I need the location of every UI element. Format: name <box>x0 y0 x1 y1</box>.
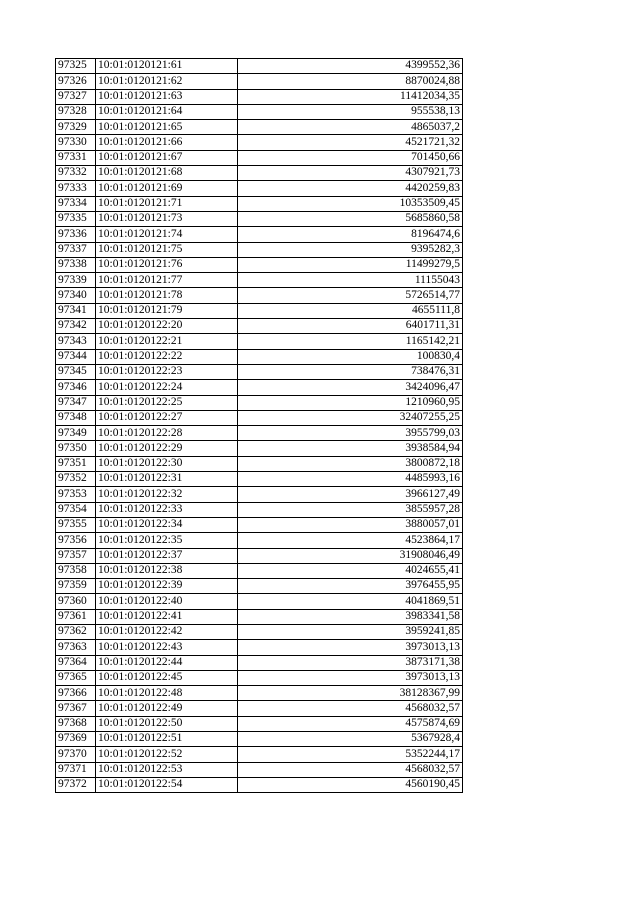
cadastral-number-cell: 10:01:0120122:39 <box>96 579 238 594</box>
table-row <box>56 104 463 119</box>
cadastral-number-cell: 10:01:0120122:30 <box>96 456 238 471</box>
row-number-cell: 97339 <box>56 273 96 288</box>
amount-cell: 4485993,16 <box>238 472 463 487</box>
row-number-cell: 97342 <box>56 319 96 334</box>
table-row <box>56 456 463 471</box>
cadastral-number-cell: 10:01:0120122:53 <box>96 762 238 777</box>
row-number-cell: 97346 <box>56 380 96 395</box>
table-row <box>56 74 463 89</box>
amount-cell: 11499279,5 <box>238 257 463 272</box>
table-row <box>56 579 463 594</box>
table-row <box>56 196 463 211</box>
table-row <box>56 89 463 104</box>
table-row <box>56 670 463 685</box>
table-row <box>56 548 463 563</box>
cadastral-number-cell: 10:01:0120121:61 <box>96 59 238 74</box>
row-number-cell: 97359 <box>56 579 96 594</box>
row-number-cell: 97333 <box>56 181 96 196</box>
table-row <box>56 349 463 364</box>
amount-cell: 4865037,2 <box>238 120 463 135</box>
row-number-cell: 97344 <box>56 349 96 364</box>
cadastral-number-cell: 10:01:0120122:52 <box>96 747 238 762</box>
cadastral-number-cell: 10:01:0120121:69 <box>96 181 238 196</box>
cadastral-number-cell: 10:01:0120121:62 <box>96 74 238 89</box>
amount-cell: 3973013,13 <box>238 670 463 685</box>
cadastral-number-cell: 10:01:0120121:63 <box>96 89 238 104</box>
table-body <box>56 59 463 793</box>
table-row <box>56 517 463 532</box>
cadastral-number-cell: 10:01:0120122:44 <box>96 655 238 670</box>
row-number-cell: 97360 <box>56 594 96 609</box>
table-row <box>56 273 463 288</box>
cadastral-number-cell: 10:01:0120121:75 <box>96 242 238 257</box>
table-row <box>56 487 463 502</box>
table-row <box>56 502 463 517</box>
row-number-cell: 97347 <box>56 395 96 410</box>
table-row <box>56 655 463 670</box>
table-row <box>56 135 463 150</box>
table-row <box>56 364 463 379</box>
amount-cell: 11155043 <box>238 273 463 288</box>
table-row <box>56 242 463 257</box>
amount-cell: 4041869,51 <box>238 594 463 609</box>
row-number-cell: 97363 <box>56 640 96 655</box>
row-number-cell: 97354 <box>56 502 96 517</box>
cadastral-number-cell: 10:01:0120122:28 <box>96 426 238 441</box>
cadastral-number-cell: 10:01:0120122:22 <box>96 349 238 364</box>
row-number-cell: 97329 <box>56 120 96 135</box>
amount-cell: 3424096,47 <box>238 380 463 395</box>
amount-cell: 4523864,17 <box>238 533 463 548</box>
row-number-cell: 97368 <box>56 716 96 731</box>
amount-cell: 100830,4 <box>238 349 463 364</box>
row-number-cell: 97348 <box>56 410 96 425</box>
table-row <box>56 762 463 777</box>
amount-cell: 32407255,25 <box>238 410 463 425</box>
table-row <box>56 120 463 135</box>
cadastral-number-cell: 10:01:0120122:32 <box>96 487 238 502</box>
table-row <box>56 380 463 395</box>
row-number-cell: 97356 <box>56 533 96 548</box>
amount-cell: 11412034,35 <box>238 89 463 104</box>
cadastral-number-cell: 10:01:0120121:74 <box>96 227 238 242</box>
table-row <box>56 533 463 548</box>
amount-cell: 4575874,69 <box>238 716 463 731</box>
row-number-cell: 97353 <box>56 487 96 502</box>
amount-cell: 5367928,4 <box>238 732 463 747</box>
row-number-cell: 97350 <box>56 441 96 456</box>
row-number-cell: 97366 <box>56 686 96 701</box>
row-number-cell: 97330 <box>56 135 96 150</box>
cadastral-number-cell: 10:01:0120122:34 <box>96 517 238 532</box>
table-row <box>56 624 463 639</box>
amount-cell: 3983341,58 <box>238 609 463 624</box>
amount-cell: 4521721,32 <box>238 135 463 150</box>
amount-cell: 3938584,94 <box>238 441 463 456</box>
table-row <box>56 150 463 165</box>
cadastral-number-cell: 10:01:0120122:24 <box>96 380 238 395</box>
amount-cell: 3959241,85 <box>238 624 463 639</box>
cadastral-number-cell: 10:01:0120122:29 <box>96 441 238 456</box>
row-number-cell: 97334 <box>56 196 96 211</box>
table-row <box>56 227 463 242</box>
table-row <box>56 686 463 701</box>
cadastral-number-cell: 10:01:0120122:21 <box>96 334 238 349</box>
amount-cell: 5352244,17 <box>238 747 463 762</box>
amount-cell: 3880057,01 <box>238 517 463 532</box>
table-row <box>56 441 463 456</box>
cadastral-number-cell: 10:01:0120122:51 <box>96 732 238 747</box>
amount-cell: 955538,13 <box>238 104 463 119</box>
amount-cell: 3800872,18 <box>238 456 463 471</box>
amount-cell: 4560190,45 <box>238 777 463 792</box>
amount-cell: 31908046,49 <box>238 548 463 563</box>
amount-cell: 38128367,99 <box>238 686 463 701</box>
cadastral-number-cell: 10:01:0120122:31 <box>96 472 238 487</box>
cadastral-number-cell: 10:01:0120122:33 <box>96 502 238 517</box>
cadastral-number-cell: 10:01:0120121:71 <box>96 196 238 211</box>
row-number-cell: 97365 <box>56 670 96 685</box>
amount-cell: 3955799,03 <box>238 426 463 441</box>
table-row <box>56 732 463 747</box>
table-row <box>56 472 463 487</box>
row-number-cell: 97326 <box>56 74 96 89</box>
table-row <box>56 701 463 716</box>
cadastral-number-cell: 10:01:0120122:38 <box>96 563 238 578</box>
row-number-cell: 97357 <box>56 548 96 563</box>
table-row <box>56 288 463 303</box>
amount-cell: 3966127,49 <box>238 487 463 502</box>
table-row <box>56 563 463 578</box>
row-number-cell: 97364 <box>56 655 96 670</box>
row-number-cell: 97370 <box>56 747 96 762</box>
row-number-cell: 97372 <box>56 777 96 792</box>
cadastral-number-cell: 10:01:0120122:20 <box>96 319 238 334</box>
cadastral-number-cell: 10:01:0120122:40 <box>96 594 238 609</box>
cadastral-number-cell: 10:01:0120122:23 <box>96 364 238 379</box>
amount-cell: 3855957,28 <box>238 502 463 517</box>
cadastral-number-cell: 10:01:0120121:73 <box>96 211 238 226</box>
cadastral-number-cell: 10:01:0120121:76 <box>96 257 238 272</box>
table-row <box>56 395 463 410</box>
cadastral-number-cell: 10:01:0120121:64 <box>96 104 238 119</box>
row-number-cell: 97340 <box>56 288 96 303</box>
amount-cell: 4568032,57 <box>238 762 463 777</box>
amount-cell: 5726514,77 <box>238 288 463 303</box>
amount-cell: 1210960,95 <box>238 395 463 410</box>
cadastral-number-cell: 10:01:0120122:43 <box>96 640 238 655</box>
amount-cell: 4420259,83 <box>238 181 463 196</box>
amount-cell: 4307921,73 <box>238 166 463 181</box>
row-number-cell: 97337 <box>56 242 96 257</box>
row-number-cell: 97369 <box>56 732 96 747</box>
table-row <box>56 166 463 181</box>
amount-cell: 738476,31 <box>238 364 463 379</box>
amount-cell: 10353509,45 <box>238 196 463 211</box>
cadastral-number-cell: 10:01:0120121:67 <box>96 150 238 165</box>
row-number-cell: 97355 <box>56 517 96 532</box>
amount-cell: 3976455,95 <box>238 579 463 594</box>
row-number-cell: 97351 <box>56 456 96 471</box>
cadastral-number-cell: 10:01:0120122:50 <box>96 716 238 731</box>
amount-cell: 5685860,58 <box>238 211 463 226</box>
table-row <box>56 257 463 272</box>
cadastral-number-cell: 10:01:0120122:27 <box>96 410 238 425</box>
data-table <box>55 58 463 793</box>
cadastral-number-cell: 10:01:0120121:77 <box>96 273 238 288</box>
row-number-cell: 97341 <box>56 303 96 318</box>
table-row <box>56 777 463 792</box>
cadastral-number-cell: 10:01:0120122:35 <box>96 533 238 548</box>
cadastral-number-cell: 10:01:0120122:45 <box>96 670 238 685</box>
cadastral-number-cell: 10:01:0120121:78 <box>96 288 238 303</box>
row-number-cell: 97362 <box>56 624 96 639</box>
cadastral-number-cell: 10:01:0120121:79 <box>96 303 238 318</box>
table-row <box>56 426 463 441</box>
table-row <box>56 181 463 196</box>
row-number-cell: 97338 <box>56 257 96 272</box>
row-number-cell: 97343 <box>56 334 96 349</box>
row-number-cell: 97327 <box>56 89 96 104</box>
row-number-cell: 97349 <box>56 426 96 441</box>
amount-cell: 6401711,31 <box>238 319 463 334</box>
table-row <box>56 319 463 334</box>
amount-cell: 4655111,8 <box>238 303 463 318</box>
table-row <box>56 334 463 349</box>
amount-cell: 9395282,3 <box>238 242 463 257</box>
row-number-cell: 97328 <box>56 104 96 119</box>
row-number-cell: 97352 <box>56 472 96 487</box>
table-row <box>56 747 463 762</box>
table-row <box>56 594 463 609</box>
cadastral-number-cell: 10:01:0120122:41 <box>96 609 238 624</box>
row-number-cell: 97367 <box>56 701 96 716</box>
amount-cell: 4568032,57 <box>238 701 463 716</box>
row-number-cell: 97361 <box>56 609 96 624</box>
cadastral-number-cell: 10:01:0120122:42 <box>96 624 238 639</box>
cadastral-number-cell: 10:01:0120122:49 <box>96 701 238 716</box>
amount-cell: 4399552,36 <box>238 59 463 74</box>
cadastral-number-cell: 10:01:0120121:68 <box>96 166 238 181</box>
table-row <box>56 609 463 624</box>
amount-cell: 3873171,38 <box>238 655 463 670</box>
table-row <box>56 59 463 74</box>
amount-cell: 701450,66 <box>238 150 463 165</box>
cadastral-number-cell: 10:01:0120122:25 <box>96 395 238 410</box>
table-row <box>56 303 463 318</box>
amount-cell: 4024655,41 <box>238 563 463 578</box>
row-number-cell: 97345 <box>56 364 96 379</box>
row-number-cell: 97358 <box>56 563 96 578</box>
table-row <box>56 716 463 731</box>
row-number-cell: 97336 <box>56 227 96 242</box>
row-number-cell: 97335 <box>56 211 96 226</box>
cadastral-number-cell: 10:01:0120121:66 <box>96 135 238 150</box>
amount-cell: 1165142,21 <box>238 334 463 349</box>
row-number-cell: 97371 <box>56 762 96 777</box>
row-number-cell: 97325 <box>56 59 96 74</box>
table-row <box>56 640 463 655</box>
row-number-cell: 97331 <box>56 150 96 165</box>
table-row <box>56 410 463 425</box>
amount-cell: 8196474,6 <box>238 227 463 242</box>
cadastral-number-cell: 10:01:0120122:37 <box>96 548 238 563</box>
table-row <box>56 211 463 226</box>
cadastral-number-cell: 10:01:0120122:54 <box>96 777 238 792</box>
row-number-cell: 97332 <box>56 166 96 181</box>
cadastral-number-cell: 10:01:0120122:48 <box>96 686 238 701</box>
cadastral-number-cell: 10:01:0120121:65 <box>96 120 238 135</box>
amount-cell: 8870024,88 <box>238 74 463 89</box>
amount-cell: 3973013,13 <box>238 640 463 655</box>
